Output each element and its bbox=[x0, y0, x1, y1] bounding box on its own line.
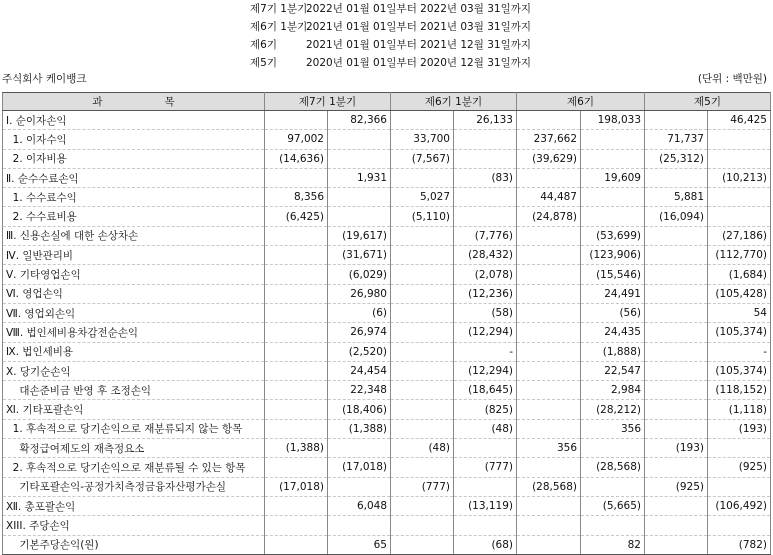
value-cell: (18,645) bbox=[454, 381, 517, 400]
row-label: Ⅶ. 영업외손익 bbox=[3, 303, 265, 322]
header-period: 제7기 1분기 bbox=[265, 93, 391, 111]
value-cell: (16,094) bbox=[645, 207, 708, 226]
value-cell: (1,388) bbox=[265, 439, 328, 458]
row-label: Ⅹ. 당기순손익 bbox=[3, 361, 265, 380]
value-cell bbox=[708, 477, 771, 496]
value-cell: 5,881 bbox=[645, 188, 708, 207]
value-cell: (1,118) bbox=[708, 400, 771, 419]
row-label: Ⅱ. 순수수료손익 bbox=[3, 168, 265, 187]
value-cell bbox=[265, 265, 328, 284]
value-cell: (193) bbox=[645, 439, 708, 458]
table-row bbox=[3, 149, 771, 168]
value-cell bbox=[708, 188, 771, 207]
value-cell bbox=[454, 477, 517, 496]
value-cell bbox=[708, 130, 771, 149]
value-cell bbox=[391, 516, 454, 535]
value-cell bbox=[328, 130, 391, 149]
period-line: 제6기 1분기2021년 01월 01일부터 2021년 03월 31일까지 bbox=[250, 21, 532, 33]
value-cell bbox=[391, 381, 454, 400]
header-item: 과 목 bbox=[3, 93, 265, 111]
value-cell: (53,699) bbox=[581, 226, 645, 245]
row-label: 기타포괄손익-공정가치측정금융자산평가손실 bbox=[3, 477, 265, 496]
value-cell: (5,110) bbox=[391, 207, 454, 226]
value-cell bbox=[391, 111, 454, 130]
value-cell: (1,888) bbox=[581, 342, 645, 361]
value-cell: (14,636) bbox=[265, 149, 328, 168]
value-cell bbox=[328, 439, 391, 458]
value-cell bbox=[328, 516, 391, 535]
value-cell bbox=[708, 516, 771, 535]
value-cell bbox=[391, 226, 454, 245]
value-cell bbox=[265, 419, 328, 438]
value-cell bbox=[517, 419, 581, 438]
value-cell: (118,152) bbox=[708, 381, 771, 400]
value-cell bbox=[645, 496, 708, 515]
period-line: 제6기 2021년 01월 01일부터 2021년 12월 31일까지 bbox=[250, 39, 532, 51]
value-cell bbox=[645, 419, 708, 438]
value-cell bbox=[645, 265, 708, 284]
value-cell: (12,236) bbox=[454, 284, 517, 303]
value-cell bbox=[391, 400, 454, 419]
value-cell: 8,356 bbox=[265, 188, 328, 207]
value-cell bbox=[645, 381, 708, 400]
value-cell: (193) bbox=[708, 419, 771, 438]
value-cell: 46,425 bbox=[708, 111, 771, 130]
value-cell bbox=[581, 207, 645, 226]
value-cell: (123,906) bbox=[581, 246, 645, 265]
value-cell: (56) bbox=[581, 303, 645, 322]
value-cell: (13,119) bbox=[454, 496, 517, 515]
row-label: 대손준비금 반영 후 조정손익 bbox=[3, 381, 265, 400]
value-cell bbox=[454, 439, 517, 458]
value-cell: 5,027 bbox=[391, 188, 454, 207]
table-row bbox=[3, 400, 771, 419]
value-cell bbox=[708, 149, 771, 168]
value-cell: (18,406) bbox=[328, 400, 391, 419]
value-cell: 356 bbox=[517, 439, 581, 458]
row-label: Ⅺ. 기타포괄손익 bbox=[3, 400, 265, 419]
value-cell: (105,374) bbox=[708, 361, 771, 380]
value-cell: (58) bbox=[454, 303, 517, 322]
value-cell bbox=[265, 111, 328, 130]
value-cell: 65 bbox=[328, 535, 391, 554]
value-cell: 2,984 bbox=[581, 381, 645, 400]
period-line: 제5기 2020년 01월 01일부터 2020년 12월 31일까지 bbox=[250, 57, 532, 69]
value-cell bbox=[645, 342, 708, 361]
row-label: Ⅻ. 총포괄손익 bbox=[3, 496, 265, 515]
value-cell bbox=[645, 323, 708, 342]
value-cell: 44,487 bbox=[517, 188, 581, 207]
value-cell bbox=[517, 284, 581, 303]
value-cell: (48) bbox=[454, 419, 517, 438]
value-cell: (7,776) bbox=[454, 226, 517, 245]
value-cell: (825) bbox=[454, 400, 517, 419]
value-cell bbox=[391, 303, 454, 322]
value-cell: (777) bbox=[391, 477, 454, 496]
value-cell: (1,388) bbox=[328, 419, 391, 438]
value-cell: (27,186) bbox=[708, 226, 771, 245]
table-row bbox=[3, 188, 771, 207]
value-cell: 24,454 bbox=[328, 361, 391, 380]
value-cell bbox=[517, 516, 581, 535]
value-cell bbox=[645, 111, 708, 130]
value-cell: 82 bbox=[581, 535, 645, 554]
header-period: 제6기 bbox=[517, 93, 645, 111]
row-label: Ⅸ. 법인세비용 bbox=[3, 342, 265, 361]
value-cell: (2,520) bbox=[328, 342, 391, 361]
value-cell bbox=[265, 361, 328, 380]
value-cell bbox=[391, 284, 454, 303]
value-cell bbox=[645, 303, 708, 322]
value-cell bbox=[391, 419, 454, 438]
value-cell: 22,348 bbox=[328, 381, 391, 400]
value-cell bbox=[517, 168, 581, 187]
table-row bbox=[3, 265, 771, 284]
value-cell: 198,033 bbox=[581, 111, 645, 130]
table-row bbox=[3, 496, 771, 515]
value-cell: 26,974 bbox=[328, 323, 391, 342]
value-cell bbox=[645, 361, 708, 380]
value-cell bbox=[265, 342, 328, 361]
table-row bbox=[3, 419, 771, 438]
value-cell bbox=[265, 168, 328, 187]
income-statement-table bbox=[2, 92, 771, 555]
table-row bbox=[3, 246, 771, 265]
value-cell bbox=[454, 149, 517, 168]
value-cell: (17,018) bbox=[328, 458, 391, 477]
value-cell bbox=[645, 246, 708, 265]
value-cell bbox=[328, 207, 391, 226]
value-cell bbox=[517, 458, 581, 477]
table-row bbox=[3, 303, 771, 322]
value-cell: (24,878) bbox=[517, 207, 581, 226]
table-row bbox=[3, 111, 771, 130]
value-cell bbox=[265, 284, 328, 303]
row-label: Ⅲ. 신용손실에 대한 손상차손 bbox=[3, 226, 265, 245]
value-cell bbox=[265, 246, 328, 265]
value-cell bbox=[708, 207, 771, 226]
value-cell: 6,048 bbox=[328, 496, 391, 515]
value-cell bbox=[517, 246, 581, 265]
value-cell: 97,002 bbox=[265, 130, 328, 149]
value-cell bbox=[517, 323, 581, 342]
value-cell bbox=[265, 516, 328, 535]
value-cell bbox=[581, 477, 645, 496]
value-cell bbox=[391, 246, 454, 265]
value-cell bbox=[391, 265, 454, 284]
value-cell: (83) bbox=[454, 168, 517, 187]
value-cell: 33,700 bbox=[391, 130, 454, 149]
table-row bbox=[3, 477, 771, 496]
value-cell bbox=[391, 168, 454, 187]
value-cell: 54 bbox=[708, 303, 771, 322]
value-cell bbox=[328, 188, 391, 207]
row-label: 기본주당손익(원) bbox=[3, 535, 265, 554]
value-cell bbox=[391, 323, 454, 342]
period-line: 제7기 1분기2022년 01월 01일부터 2022년 03월 31일까지 bbox=[250, 3, 532, 15]
value-cell bbox=[265, 303, 328, 322]
value-cell: 26,980 bbox=[328, 284, 391, 303]
value-cell: (6) bbox=[328, 303, 391, 322]
table-row bbox=[3, 342, 771, 361]
value-cell bbox=[645, 284, 708, 303]
value-cell: 26,133 bbox=[454, 111, 517, 130]
value-cell: (5,665) bbox=[581, 496, 645, 515]
table-body bbox=[3, 111, 771, 555]
value-cell: (777) bbox=[454, 458, 517, 477]
table-row bbox=[3, 168, 771, 187]
value-cell: - bbox=[708, 342, 771, 361]
table-row bbox=[3, 207, 771, 226]
value-cell bbox=[265, 323, 328, 342]
value-cell bbox=[454, 207, 517, 226]
value-cell: (17,018) bbox=[265, 477, 328, 496]
value-cell bbox=[517, 303, 581, 322]
value-cell: (12,294) bbox=[454, 361, 517, 380]
row-label: 1. 후속적으로 당기손익으로 재분류되지 않는 항목 bbox=[3, 419, 265, 438]
value-cell: (6,029) bbox=[328, 265, 391, 284]
value-cell: (28,432) bbox=[454, 246, 517, 265]
table-row bbox=[3, 361, 771, 380]
value-cell bbox=[517, 381, 581, 400]
row-label: 2. 이자비용 bbox=[3, 149, 265, 168]
table-row bbox=[3, 323, 771, 342]
value-cell: (28,568) bbox=[581, 458, 645, 477]
value-cell: (6,425) bbox=[265, 207, 328, 226]
value-cell: 71,737 bbox=[645, 130, 708, 149]
table-row bbox=[3, 381, 771, 400]
row-label: 2. 후속적으로 당기손익으로 재분류될 수 있는 항목 bbox=[3, 458, 265, 477]
value-cell bbox=[645, 458, 708, 477]
value-cell bbox=[391, 496, 454, 515]
value-cell: (925) bbox=[708, 458, 771, 477]
value-cell bbox=[517, 111, 581, 130]
row-label: 1. 수수료수익 bbox=[3, 188, 265, 207]
value-cell: (2,078) bbox=[454, 265, 517, 284]
value-cell bbox=[517, 400, 581, 419]
value-cell: (31,671) bbox=[328, 246, 391, 265]
value-cell bbox=[517, 342, 581, 361]
header-period: 제5기 bbox=[645, 93, 771, 111]
table-row bbox=[3, 439, 771, 458]
row-label: Ⅵ. 영업손익 bbox=[3, 284, 265, 303]
value-cell bbox=[391, 361, 454, 380]
row-label: Ⅷ. 법인세비용차감전순손익 bbox=[3, 323, 265, 342]
table-row bbox=[3, 458, 771, 477]
value-cell: (10,213) bbox=[708, 168, 771, 187]
value-cell bbox=[391, 342, 454, 361]
value-cell: - bbox=[454, 342, 517, 361]
row-label: Ⅰ. 순이자손익 bbox=[3, 111, 265, 130]
value-cell bbox=[454, 516, 517, 535]
header-period: 제6기 1분기 bbox=[391, 93, 517, 111]
table-row bbox=[3, 226, 771, 245]
value-cell bbox=[581, 130, 645, 149]
table-row bbox=[3, 130, 771, 149]
row-label: 1. 이자수익 bbox=[3, 130, 265, 149]
value-cell bbox=[265, 226, 328, 245]
value-cell: (39,629) bbox=[517, 149, 581, 168]
unit-label: (단위 : 백만원) bbox=[697, 73, 767, 85]
value-cell: (19,617) bbox=[328, 226, 391, 245]
table-row bbox=[3, 284, 771, 303]
value-cell: 356 bbox=[581, 419, 645, 438]
value-cell bbox=[581, 149, 645, 168]
value-cell: (112,770) bbox=[708, 246, 771, 265]
value-cell bbox=[265, 496, 328, 515]
value-cell bbox=[581, 516, 645, 535]
value-cell bbox=[328, 477, 391, 496]
value-cell: (1,684) bbox=[708, 265, 771, 284]
value-cell bbox=[517, 361, 581, 380]
value-cell: (105,428) bbox=[708, 284, 771, 303]
value-cell bbox=[265, 458, 328, 477]
value-cell: (12,294) bbox=[454, 323, 517, 342]
value-cell: 1,931 bbox=[328, 168, 391, 187]
value-cell: 82,366 bbox=[328, 111, 391, 130]
value-cell: 22,547 bbox=[581, 361, 645, 380]
row-label: Ⅳ. 일반관리비 bbox=[3, 246, 265, 265]
value-cell bbox=[581, 439, 645, 458]
value-cell: 24,491 bbox=[581, 284, 645, 303]
value-cell bbox=[391, 458, 454, 477]
company-name: 주식회사 케이뱅크 bbox=[2, 73, 87, 85]
value-cell bbox=[645, 168, 708, 187]
value-cell bbox=[517, 496, 581, 515]
value-cell bbox=[265, 400, 328, 419]
value-cell bbox=[328, 149, 391, 168]
table-header-row bbox=[3, 93, 771, 111]
value-cell bbox=[517, 226, 581, 245]
row-label: Ⅴ. 기타영업손익 bbox=[3, 265, 265, 284]
value-cell: (782) bbox=[708, 535, 771, 554]
value-cell: (105,374) bbox=[708, 323, 771, 342]
value-cell bbox=[454, 130, 517, 149]
value-cell: (28,212) bbox=[581, 400, 645, 419]
value-cell: (15,546) bbox=[581, 265, 645, 284]
value-cell bbox=[645, 226, 708, 245]
value-cell: (68) bbox=[454, 535, 517, 554]
value-cell: (28,568) bbox=[517, 477, 581, 496]
value-cell: (25,312) bbox=[645, 149, 708, 168]
value-cell bbox=[517, 265, 581, 284]
value-cell: 19,609 bbox=[581, 168, 645, 187]
value-cell bbox=[645, 516, 708, 535]
value-cell bbox=[645, 400, 708, 419]
value-cell: (7,567) bbox=[391, 149, 454, 168]
value-cell: 237,662 bbox=[517, 130, 581, 149]
row-label: 2. 수수료비용 bbox=[3, 207, 265, 226]
table-row bbox=[3, 516, 771, 535]
row-label: XIII. 주당손익 bbox=[3, 516, 265, 535]
value-cell: 24,435 bbox=[581, 323, 645, 342]
row-label: 확정급여제도의 재측정요소 bbox=[3, 439, 265, 458]
value-cell bbox=[454, 188, 517, 207]
value-cell: (925) bbox=[645, 477, 708, 496]
value-cell bbox=[265, 381, 328, 400]
value-cell bbox=[708, 439, 771, 458]
value-cell bbox=[581, 188, 645, 207]
value-cell: (48) bbox=[391, 439, 454, 458]
value-cell: (106,492) bbox=[708, 496, 771, 515]
